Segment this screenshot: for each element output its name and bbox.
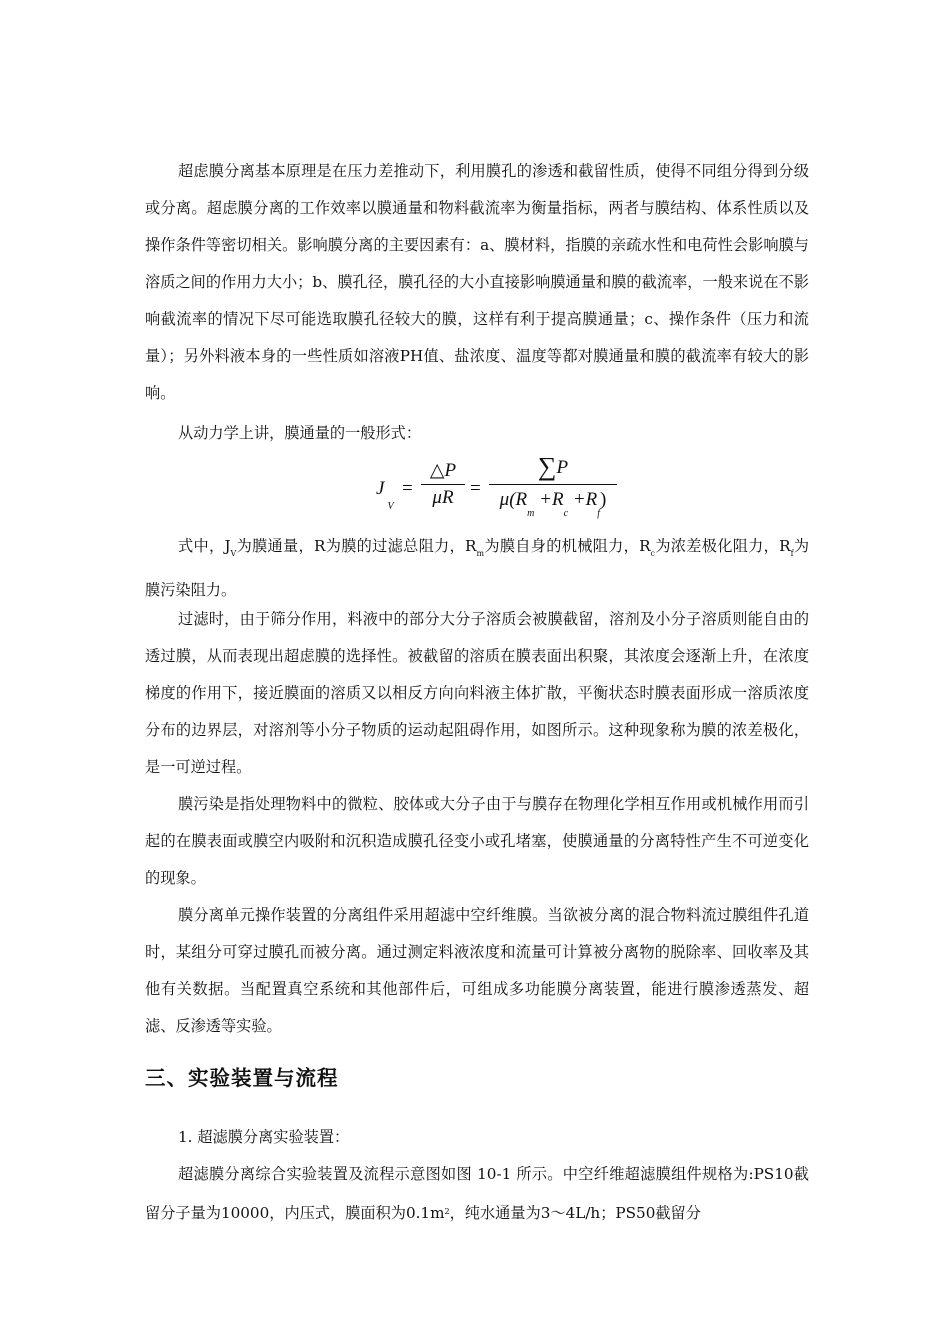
formula-equals-1: = [402,478,413,499]
paragraph-apparatus-spec: 超滤膜分离综合实验装置及流程示意图如图 10-1 所示。中空纤维超滤膜组件规格为:PS10截留分子量为10000，内压式，膜面积为$0.1m^2$，纯水通量为3～4L/h；PS50截留分 [145,1165,809,1222]
formula-fraction-2 [489,450,617,519]
membrane-flux-formula [376,450,616,522]
paragraph-principle: 超虑膜分离基本原理是在压力差推动下，利用膜孔的渗透和截留性质，使得不同组分得到分级或分离。超虑膜分离的工作效率以膜通量和物料截流率为衡量指标，两者与膜结构、体系性质以及操作条件等密切相关。影响膜分离的主要因素有：a、膜材料，指膜的亲疏水性和电荷性会影响膜与溶质之间的作用力大小；b、膜孔径，膜孔径的大小直接影响膜通量和膜的截流率，一般来说在不影响截流率的情况下尽可能选取膜孔径较大的膜，这样有利于提高膜通量；c、操作条件（压力和流量）；另外料液本身的一些性质如溶液PH值、盐浓度、温度等都对膜通量和膜的截流率有较大的影响。 [145,162,809,402]
paragraph-variable-definitions: 式中，$J_V$为膜通量，R为膜的过滤总阻力，$R_m$为膜自身的机械阻力，$R_c$为浓差极化阻力，$R_f$为膜污染阻力。 [145,537,810,599]
paragraph-separation-unit: 膜分离单元操作装置的分离组件采用超滤中空纤维膜。当欲被分离的混合物料流过膜组件孔道时，某组分可穿过膜孔而被分离。通过测定料液浓度和流量可计算被分离物的脱除率、回收率及其他有关数据。当配置真空系统和其他部件后，可组成多功能膜分离装置，能进行膜渗透蒸发、超滤、反渗透等实验。 [145,906,809,1035]
fraction-2-denominator: $\mu(R_m +R_c +R_f)$ [499,489,607,519]
paragraph-concentration-polarization: 过滤时，由于筛分作用，料液中的部分大分子溶质会被膜截留，溶剂及小分子溶质则能自由的透过膜，从而表现出超虑膜的选择性。被截留的溶质在膜表面出积聚，其浓度会逐渐上升，在浓度梯度的作用下，接近膜面的溶质又以相反方向向料液主体扩散，平衡状态时膜表面形成一溶质浓度分布的边界层，对溶剂等小分子物质的运动起阻碍作用，如图所示。这种现象称为膜的浓差极化，是一可逆过程。 [145,610,809,776]
fraction-1-numerator: △P [429,460,457,481]
formula-fraction-1 [421,458,465,511]
formula-lhs: $J_V$ [376,478,394,512]
paragraph-membrane-fouling: 膜污染是指处理物料中的微粒、胶体或大分子由于与膜存在物理化学相互作用或机械作用而引起的在膜表面或膜空内吸附和沉积造成膜孔径变小或孔堵塞，使膜通量的分离特性产生不可逆变化的现象。 [145,795,809,887]
section-heading-apparatus: 三、实验装置与流程 [145,1066,339,1090]
fraction-2-numerator: ∑P [537,452,569,481]
fraction-1-denominator: μR [432,487,454,508]
paragraph-kinetics-intro: 从动力学上讲，膜通量的一般形式： [178,424,421,442]
formula-equals-2: = [470,478,481,499]
paragraph-subsection-1: 1. 超滤膜分离实验装置： [178,1128,350,1146]
sigma-symbol: ∑ [537,452,557,481]
